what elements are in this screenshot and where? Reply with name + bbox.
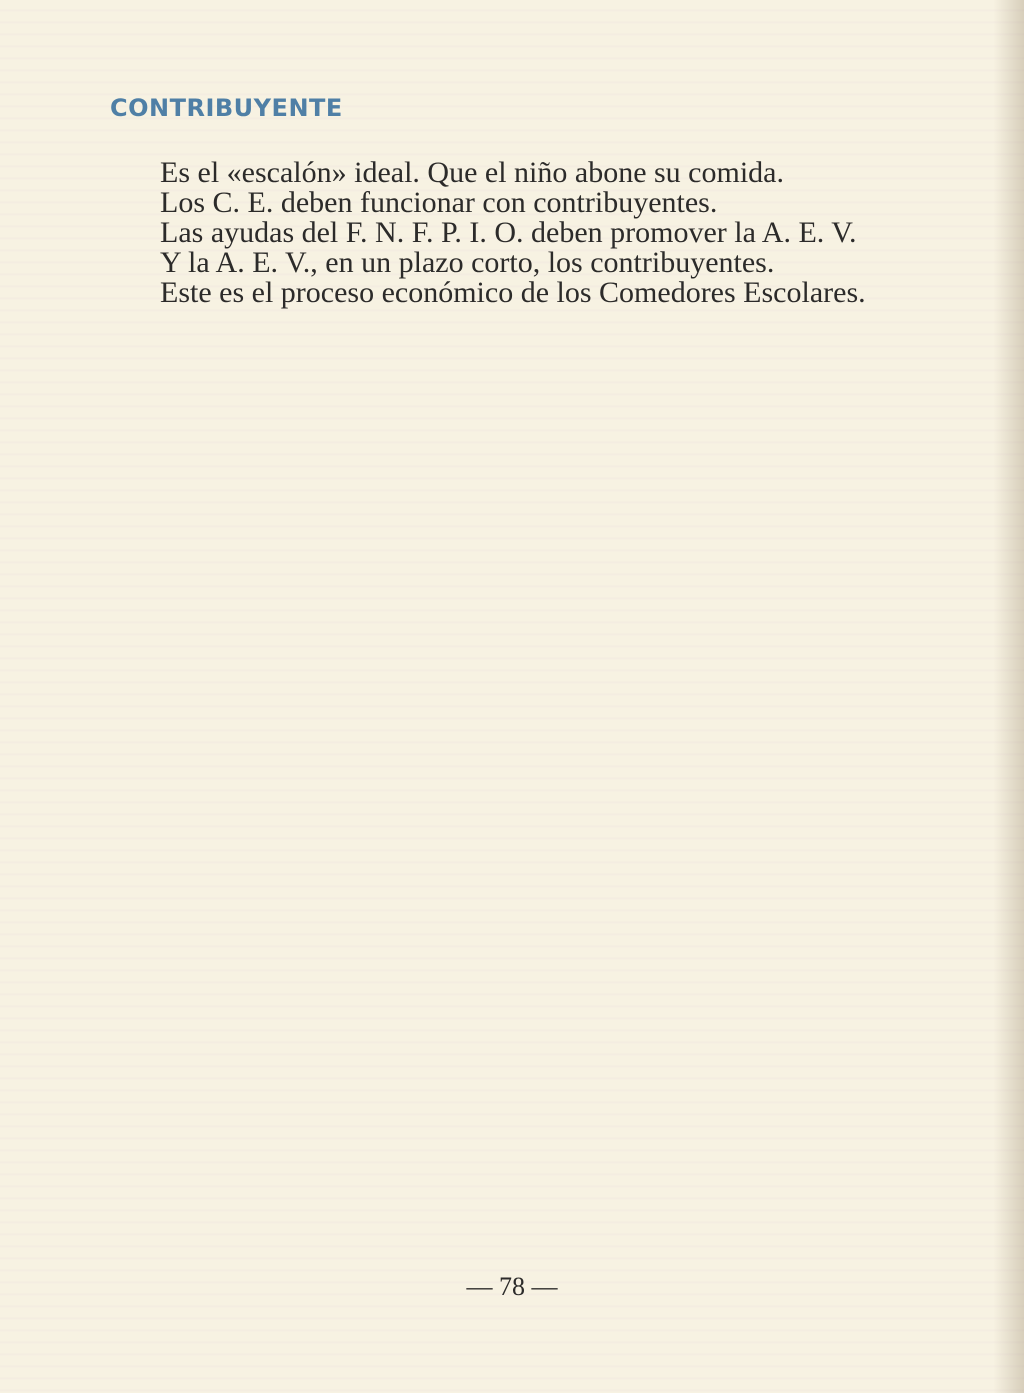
paragraph: Y la A. E. V., en un plazo corto, los contribuyentes. bbox=[160, 246, 775, 279]
paragraph: Es el «escalón» ideal. Que el niño abone su comida. bbox=[160, 156, 784, 189]
paragraph: Este es el proceso económico de los Comedores Escolares. bbox=[160, 276, 866, 309]
page-number: — 78 — bbox=[466, 1272, 558, 1301]
paragraph: Las ayudas del F. N. F. P. I. O. deben promover la A. E. V. bbox=[160, 216, 857, 249]
section-heading: CONTRIBUYENTE bbox=[110, 94, 343, 122]
paragraph: Los C. E. deben funcionar con contribuyentes. bbox=[160, 186, 718, 219]
body-text bbox=[114, 158, 962, 308]
